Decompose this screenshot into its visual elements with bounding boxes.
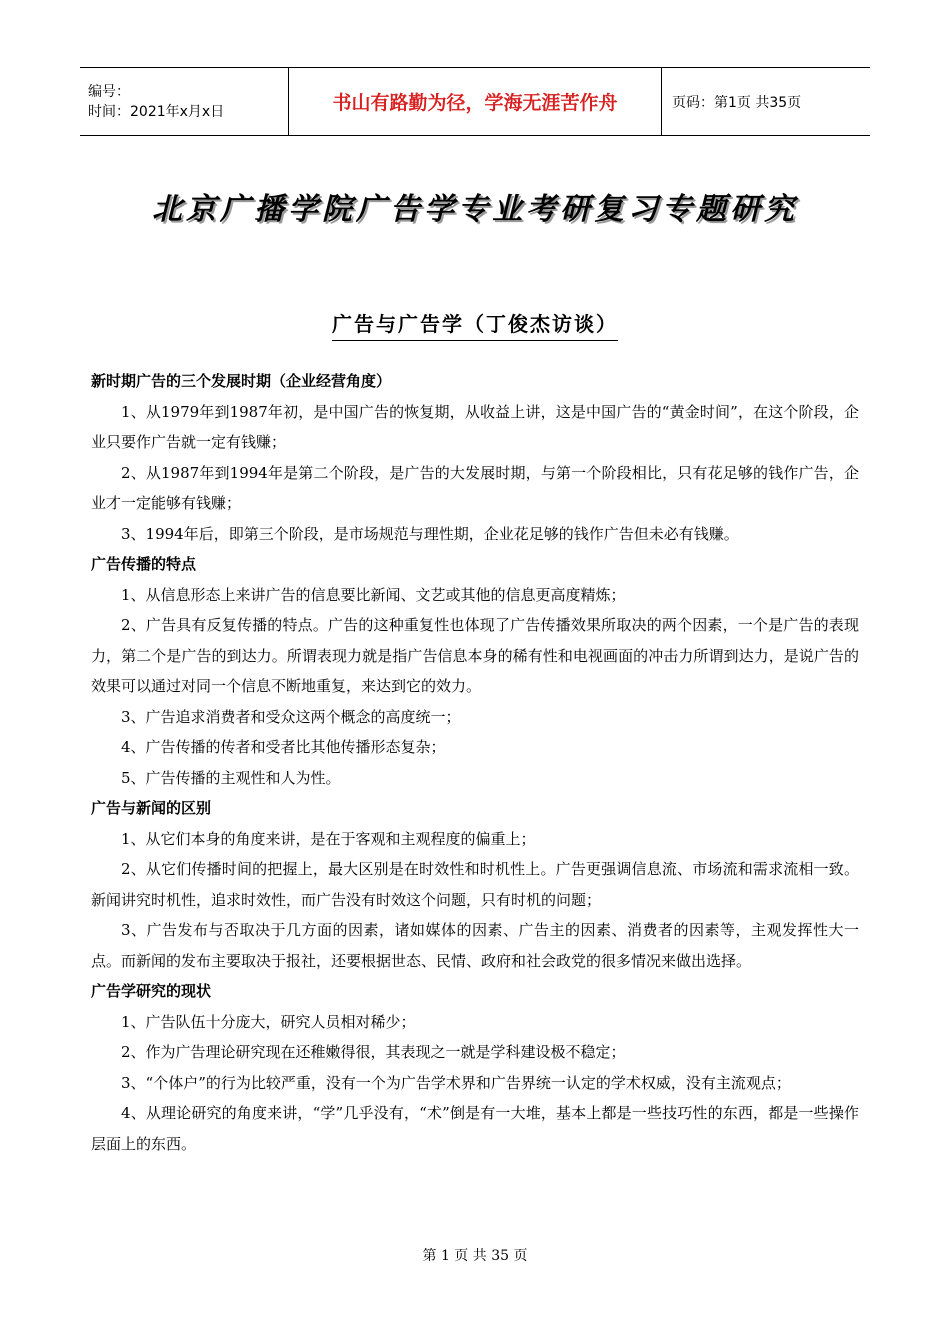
document-body [91,366,859,1159]
section-ad-characteristics [91,549,859,793]
subtitle-wrapper [0,308,950,337]
paragraph: 4、从理论研究的角度来讲，“学”几乎没有，“术”倒是有一大堆，基本上都是一些技巧性的东西，都是一些操作层面上的东西。 [91,1104,859,1153]
paragraph: 1、从它们本身的角度来讲，是在于客观和主观程度的偏重上； [121,829,536,848]
page-footer: 第 1 页 共 35 页 [422,1248,528,1264]
section-heading: 广告与新闻的区别 [91,799,212,817]
paragraph: 3、广告追求消费者和受众这两个概念的高度统一； [121,707,461,726]
header-table [80,67,870,136]
section-heading: 广告学研究的现状 [91,982,212,1000]
paragraph: 5、广告传播的主观性和人为性。 [121,768,341,787]
motto: 书山有路勤为径，学海无涯苦作舟 [289,68,662,136]
paragraph: 2、从它们传播时间的把握上，最大区别是在时效性和时机性上。广告更强调信息流、市场流和需求流相一致。新闻讲究时机性，追求时效性，而广告没有时效这个问题，只有时机的问题； [91,860,859,909]
paragraph: 2、作为广告理论研究现在还稚嫩得很，其表现之一就是学科建设极不稳定； [121,1043,626,1061]
paragraph: 1、从1979年到1987年初，是中国广告的恢复期，从收益上讲，这是中国广告的“黄金时间”，在这个阶段，企业只要作广告就一定有钱赚； [91,402,859,451]
paragraph: 2、广告具有反复传播的特点。广告的这种重复性也体现了广告传播效果所取决的两个因素，一个是广告的表现力，第二个是广告的到达力。所谓表现力就是指广告信息本身的稀有性和电视画面的冲击力所谓到达力，是说广告的效果可以通过对同一个信息不断地重复，来达到它的效力。 [91,616,859,695]
number-label: 编号： [88,83,130,100]
section-research-status [91,976,859,1159]
date-label: 时间：2021年x月x日 [88,103,225,120]
header-left-cell [80,68,289,136]
paragraph: 3、1994年后，即第三个阶段，是市场规范与理性期，企业花足够的钱作广告但未必有钱赚。 [121,524,739,543]
section-ad-vs-news [91,793,859,976]
paragraph: 3、广告发布与否取决于几方面的因素，诸如媒体的因素、广告主的因素、消费者的因素等，主观发挥性大一点。而新闻的发布主要取决于报社，还要根据世态、民情、政府和社会政党的很多情况来做出选择。 [91,921,859,970]
document-title: 北京广播学院广告学专业考研复习专题研究 [152,192,798,227]
section-heading: 新时期广告的三个发展时期（企业经营角度） [91,372,392,390]
paragraph: 1、从信息形态上来讲广告的信息要比新闻、文艺或其他的信息更高度精炼； [121,585,626,604]
paragraph: 4、广告传播的传者和受者比其他传播形态复杂； [121,738,446,756]
paragraph: 3、“个体户”的行为比较严重，没有一个为广告学术界和广告界统一认定的学术权威，没有主流观点； [121,1073,791,1092]
section-development-periods [91,366,859,549]
subtitle: 广告与广告学（丁俊杰访谈） [332,312,618,341]
section-heading: 广告传播的特点 [91,555,197,573]
paragraph: 2、从1987年到1994年是第二个阶段，是广告的大发展时期，与第一个阶段相比，只有花足够的钱作广告，企业才一定能够有钱赚； [91,463,859,512]
page-info: 页码：第1页 共35页 [662,68,871,136]
paragraph: 1、广告队伍十分庞大，研究人员相对稀少； [121,1012,416,1031]
